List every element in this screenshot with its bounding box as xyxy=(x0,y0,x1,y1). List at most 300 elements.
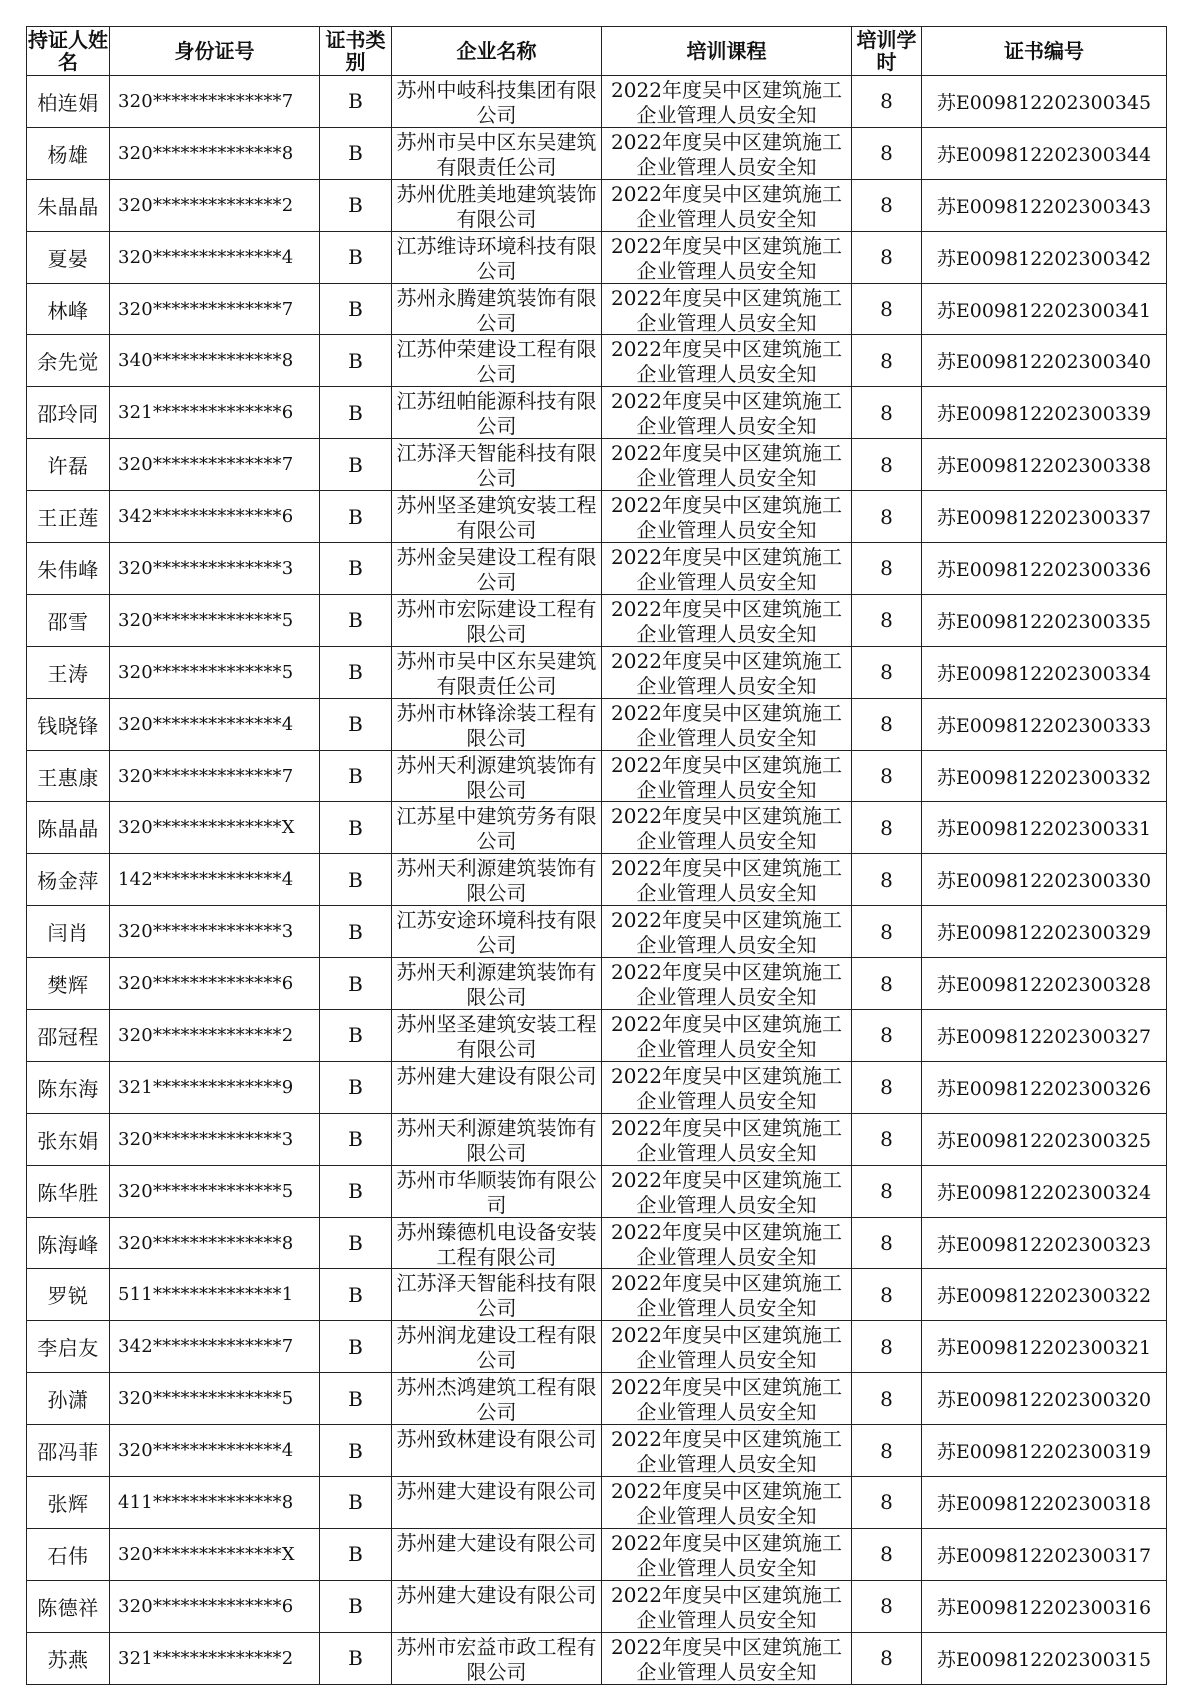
table-row xyxy=(27,335,1167,387)
holder-name-cell: 王惠康 xyxy=(27,750,110,802)
company-cell-text: 苏州市宏益市政工程有限公司 xyxy=(396,1634,597,1681)
company-cell-text: 江苏安途环境科技有限公司 xyxy=(396,908,597,955)
holder-name-cell: 陈晶晶 xyxy=(27,802,110,854)
course-cell-text: 2022年度吴中区建筑施工企业管理人员安全知 xyxy=(611,285,842,332)
id-number-cell: 321**************6 xyxy=(110,387,320,439)
table-row xyxy=(27,543,1167,595)
course-cell-text: 2022年度吴中区建筑施工企业管理人员安全知 xyxy=(611,1219,842,1266)
course-cell-text: 2022年度吴中区建筑施工企业管理人员安全知 xyxy=(611,78,842,124)
table-row xyxy=(27,1632,1167,1684)
company-cell xyxy=(392,1061,602,1113)
course-cell xyxy=(602,1477,852,1529)
hours-cell: 8 xyxy=(852,1373,922,1425)
cert-number-cell: 苏E009812202300315 xyxy=(922,1632,1167,1684)
company-cell xyxy=(392,491,602,543)
company-cell-text: 苏州中岐科技集团有限公司 xyxy=(396,78,597,124)
id-number-cell: 320**************6 xyxy=(110,958,320,1010)
holder-name-cell: 孙潇 xyxy=(27,1373,110,1425)
course-cell xyxy=(602,1321,852,1373)
course-cell-text: 2022年度吴中区建筑施工企业管理人员安全知 xyxy=(611,596,842,643)
company-cell xyxy=(392,1528,602,1580)
header-course: 培训课程 xyxy=(602,27,852,76)
cert-number-cell: 苏E009812202300325 xyxy=(922,1113,1167,1165)
id-number-cell: 320**************7 xyxy=(110,76,320,128)
company-cell xyxy=(392,1165,602,1217)
id-number-cell: 320**************3 xyxy=(110,543,320,595)
course-cell-text: 2022年度吴中区建筑施工企业管理人员安全知 xyxy=(611,1012,842,1059)
id-number-cell: 320**************5 xyxy=(110,646,320,698)
cert-type-cell: B xyxy=(320,335,392,387)
cert-number-cell: 苏E009812202300316 xyxy=(922,1580,1167,1632)
company-cell xyxy=(392,543,602,595)
cert-number-cell: 苏E009812202300342 xyxy=(922,231,1167,283)
course-cell xyxy=(602,335,852,387)
hours-cell: 8 xyxy=(852,1269,922,1321)
company-cell xyxy=(392,854,602,906)
hours-cell: 8 xyxy=(852,439,922,491)
table-row xyxy=(27,231,1167,283)
company-cell xyxy=(392,646,602,698)
course-cell xyxy=(602,283,852,335)
hours-cell: 8 xyxy=(852,854,922,906)
course-cell xyxy=(602,1580,852,1632)
id-number-cell: 340**************8 xyxy=(110,335,320,387)
course-cell xyxy=(602,76,852,128)
id-number-cell: 320**************6 xyxy=(110,1580,320,1632)
company-cell xyxy=(392,1217,602,1269)
table-row xyxy=(27,854,1167,906)
holder-name-cell: 夏晏 xyxy=(27,231,110,283)
holder-name-cell: 朱伟峰 xyxy=(27,543,110,595)
cert-number-cell: 苏E009812202300322 xyxy=(922,1269,1167,1321)
course-cell-text: 2022年度吴中区建筑施工企业管理人员安全知 xyxy=(611,389,842,436)
company-cell xyxy=(392,906,602,958)
course-cell-text: 2022年度吴中区建筑施工企业管理人员安全知 xyxy=(611,1167,842,1214)
course-cell-text: 2022年度吴中区建筑施工企业管理人员安全知 xyxy=(611,648,842,695)
hours-cell: 8 xyxy=(852,1010,922,1062)
course-cell-text: 2022年度吴中区建筑施工企业管理人员安全知 xyxy=(611,1323,842,1370)
table-row xyxy=(27,127,1167,179)
table-row xyxy=(27,958,1167,1010)
company-cell-text: 苏州建大建设有限公司 xyxy=(396,1582,597,1607)
company-cell xyxy=(392,1113,602,1165)
holder-name-cell: 王正莲 xyxy=(27,491,110,543)
table-row xyxy=(27,1269,1167,1321)
company-cell xyxy=(392,1269,602,1321)
company-cell-text: 苏州市吴中区东吴建筑有限责任公司 xyxy=(396,129,597,176)
cert-type-cell: B xyxy=(320,1113,392,1165)
company-cell xyxy=(392,1425,602,1477)
company-cell xyxy=(392,335,602,387)
hours-cell: 8 xyxy=(852,1477,922,1529)
hours-cell: 8 xyxy=(852,335,922,387)
hours-cell: 8 xyxy=(852,1528,922,1580)
course-cell-text: 2022年度吴中区建筑施工企业管理人员安全知 xyxy=(611,129,842,176)
course-cell-text: 2022年度吴中区建筑施工企业管理人员安全知 xyxy=(611,700,842,747)
holder-name-cell: 柏连娟 xyxy=(27,76,110,128)
holder-name-cell: 陈华胜 xyxy=(27,1165,110,1217)
cert-type-cell: B xyxy=(320,698,392,750)
hours-cell: 8 xyxy=(852,802,922,854)
course-cell xyxy=(602,1632,852,1684)
holder-name-cell: 张辉 xyxy=(27,1477,110,1529)
company-cell-text: 苏州润龙建设工程有限公司 xyxy=(396,1323,597,1370)
cert-number-cell: 苏E009812202300334 xyxy=(922,646,1167,698)
company-cell-text: 江苏维诗环境科技有限公司 xyxy=(396,233,597,280)
company-cell-text: 苏州建大建设有限公司 xyxy=(396,1530,597,1555)
holder-name-cell: 樊辉 xyxy=(27,958,110,1010)
cert-number-cell: 苏E009812202300333 xyxy=(922,698,1167,750)
cert-number-cell: 苏E009812202300337 xyxy=(922,491,1167,543)
holder-name-cell: 苏燕 xyxy=(27,1632,110,1684)
course-cell-text: 2022年度吴中区建筑施工企业管理人员安全知 xyxy=(611,1271,842,1318)
course-cell xyxy=(602,958,852,1010)
id-number-cell: 320**************7 xyxy=(110,283,320,335)
course-cell xyxy=(602,1217,852,1269)
holder-name-cell: 闫肖 xyxy=(27,906,110,958)
cert-type-cell: B xyxy=(320,1010,392,1062)
cert-type-cell: B xyxy=(320,439,392,491)
course-cell-text: 2022年度吴中区建筑施工企业管理人员安全知 xyxy=(611,752,842,799)
table-row xyxy=(27,1217,1167,1269)
cert-type-cell: B xyxy=(320,543,392,595)
course-cell xyxy=(602,802,852,854)
id-number-cell: 321**************2 xyxy=(110,1632,320,1684)
cert-number-cell: 苏E009812202300329 xyxy=(922,906,1167,958)
company-cell xyxy=(392,231,602,283)
course-cell-text: 2022年度吴中区建筑施工企业管理人员安全知 xyxy=(611,1582,842,1629)
cert-number-cell: 苏E009812202300328 xyxy=(922,958,1167,1010)
hours-cell: 8 xyxy=(852,1425,922,1477)
company-cell-text: 苏州金吴建设工程有限公司 xyxy=(396,545,597,592)
cert-number-cell: 苏E009812202300345 xyxy=(922,76,1167,128)
table-row xyxy=(27,387,1167,439)
certificate-list xyxy=(26,26,1166,1685)
hours-cell: 8 xyxy=(852,750,922,802)
cert-number-cell: 苏E009812202300318 xyxy=(922,1477,1167,1529)
hours-cell: 8 xyxy=(852,1632,922,1684)
course-cell xyxy=(602,1010,852,1062)
table-row xyxy=(27,179,1167,231)
id-number-cell: 320**************4 xyxy=(110,698,320,750)
cert-number-cell: 苏E009812202300332 xyxy=(922,750,1167,802)
header-cert-type: 证书类别 xyxy=(320,27,392,76)
id-number-cell: 320**************7 xyxy=(110,750,320,802)
cert-type-cell: B xyxy=(320,491,392,543)
company-cell-text: 苏州市华顺装饰有限公司 xyxy=(396,1167,597,1214)
company-cell xyxy=(392,594,602,646)
hours-cell: 8 xyxy=(852,491,922,543)
id-number-cell: 411**************8 xyxy=(110,1477,320,1529)
course-cell-text: 2022年度吴中区建筑施工企业管理人员安全知 xyxy=(611,1479,842,1526)
company-cell-text: 苏州建大建设有限公司 xyxy=(396,1479,597,1504)
course-cell-text: 2022年度吴中区建筑施工企业管理人员安全知 xyxy=(611,545,842,592)
table-row xyxy=(27,1528,1167,1580)
table-body xyxy=(27,76,1167,1685)
header-company: 企业名称 xyxy=(392,27,602,76)
cert-type-cell: B xyxy=(320,283,392,335)
holder-name-cell: 邵冠程 xyxy=(27,1010,110,1062)
company-cell-text: 苏州坚圣建筑安装工程有限公司 xyxy=(396,1012,597,1059)
cert-type-cell: B xyxy=(320,1528,392,1580)
id-number-cell: 320**************8 xyxy=(110,1217,320,1269)
course-cell-text: 2022年度吴中区建筑施工企业管理人员安全知 xyxy=(611,1427,842,1474)
holder-name-cell: 邵雪 xyxy=(27,594,110,646)
course-cell xyxy=(602,1425,852,1477)
cert-type-cell: B xyxy=(320,1477,392,1529)
course-cell xyxy=(602,1373,852,1425)
id-number-cell: 320**************3 xyxy=(110,1113,320,1165)
hours-cell: 8 xyxy=(852,387,922,439)
course-cell xyxy=(602,906,852,958)
company-cell-text: 苏州杰鸿建筑工程有限公司 xyxy=(396,1375,597,1422)
company-cell-text: 苏州永腾建筑装饰有限公司 xyxy=(396,285,597,332)
company-cell-text: 苏州建大建设有限公司 xyxy=(396,1063,597,1088)
holder-name-cell: 王涛 xyxy=(27,646,110,698)
course-cell-text: 2022年度吴中区建筑施工企业管理人员安全知 xyxy=(611,1530,842,1577)
company-cell-text: 江苏星中建筑劳务有限公司 xyxy=(396,804,597,851)
cert-number-cell: 苏E009812202300327 xyxy=(922,1010,1167,1062)
course-cell xyxy=(602,1061,852,1113)
id-number-cell: 320**************X xyxy=(110,802,320,854)
table-row xyxy=(27,698,1167,750)
hours-cell: 8 xyxy=(852,594,922,646)
cert-number-cell: 苏E009812202300344 xyxy=(922,127,1167,179)
course-cell-text: 2022年度吴中区建筑施工企业管理人员安全知 xyxy=(611,960,842,1007)
cert-number-cell: 苏E009812202300339 xyxy=(922,387,1167,439)
cert-type-cell: B xyxy=(320,594,392,646)
id-number-cell: 320**************7 xyxy=(110,439,320,491)
cert-type-cell: B xyxy=(320,76,392,128)
cert-number-cell: 苏E009812202300340 xyxy=(922,335,1167,387)
cert-number-cell: 苏E009812202300330 xyxy=(922,854,1167,906)
company-cell-text: 苏州致林建设有限公司 xyxy=(396,1427,597,1452)
course-cell xyxy=(602,439,852,491)
holder-name-cell: 邵玲同 xyxy=(27,387,110,439)
id-number-cell: 320**************5 xyxy=(110,1165,320,1217)
cert-number-cell: 苏E009812202300320 xyxy=(922,1373,1167,1425)
id-number-cell: 320**************5 xyxy=(110,594,320,646)
id-number-cell: 320**************X xyxy=(110,1528,320,1580)
holder-name-cell: 朱晶晶 xyxy=(27,179,110,231)
hours-cell: 8 xyxy=(852,1321,922,1373)
company-cell-text: 苏州市林锋涂装工程有限公司 xyxy=(396,700,597,747)
table-row xyxy=(27,1061,1167,1113)
course-cell xyxy=(602,387,852,439)
course-cell xyxy=(602,543,852,595)
cert-type-cell: B xyxy=(320,1061,392,1113)
id-number-cell: 320**************4 xyxy=(110,1425,320,1477)
company-cell-text: 苏州天利源建筑装饰有限公司 xyxy=(396,960,597,1007)
course-cell-text: 2022年度吴中区建筑施工企业管理人员安全知 xyxy=(611,233,842,280)
table-row xyxy=(27,1425,1167,1477)
table-row xyxy=(27,750,1167,802)
id-number-cell: 320**************2 xyxy=(110,1010,320,1062)
hours-cell: 8 xyxy=(852,1580,922,1632)
company-cell xyxy=(392,750,602,802)
id-number-cell: 320**************2 xyxy=(110,179,320,231)
company-cell xyxy=(392,439,602,491)
hours-cell: 8 xyxy=(852,231,922,283)
course-cell xyxy=(602,127,852,179)
table-row xyxy=(27,1580,1167,1632)
company-cell xyxy=(392,387,602,439)
holder-name-cell: 石伟 xyxy=(27,1528,110,1580)
holder-name-cell: 余先觉 xyxy=(27,335,110,387)
course-cell-text: 2022年度吴中区建筑施工企业管理人员安全知 xyxy=(611,1634,842,1681)
company-cell xyxy=(392,802,602,854)
holder-name-cell: 张东娟 xyxy=(27,1113,110,1165)
cert-number-cell: 苏E009812202300317 xyxy=(922,1528,1167,1580)
company-cell xyxy=(392,283,602,335)
table-row xyxy=(27,802,1167,854)
company-cell-text: 苏州市宏际建设工程有限公司 xyxy=(396,596,597,643)
course-cell-text: 2022年度吴中区建筑施工企业管理人员安全知 xyxy=(611,337,842,384)
id-number-cell: 320**************4 xyxy=(110,231,320,283)
hours-cell: 8 xyxy=(852,1217,922,1269)
cert-type-cell: B xyxy=(320,854,392,906)
course-cell-text: 2022年度吴中区建筑施工企业管理人员安全知 xyxy=(611,804,842,851)
cert-number-cell: 苏E009812202300343 xyxy=(922,179,1167,231)
holder-name-cell: 林峰 xyxy=(27,283,110,335)
cert-type-cell: B xyxy=(320,127,392,179)
table-row xyxy=(27,1113,1167,1165)
hours-cell: 8 xyxy=(852,646,922,698)
holder-name-cell: 陈德祥 xyxy=(27,1580,110,1632)
id-number-cell: 320**************3 xyxy=(110,906,320,958)
cert-type-cell: B xyxy=(320,1580,392,1632)
holder-name-cell: 罗锐 xyxy=(27,1269,110,1321)
table-row xyxy=(27,439,1167,491)
cert-number-cell: 苏E009812202300319 xyxy=(922,1425,1167,1477)
hours-cell: 8 xyxy=(852,179,922,231)
company-cell-text: 苏州市吴中区东吴建筑有限责任公司 xyxy=(396,648,597,695)
table-row xyxy=(27,1373,1167,1425)
course-cell xyxy=(602,231,852,283)
header-row xyxy=(27,27,1167,76)
hours-cell: 8 xyxy=(852,127,922,179)
company-cell xyxy=(392,1321,602,1373)
company-cell xyxy=(392,76,602,128)
course-cell xyxy=(602,1113,852,1165)
cert-number-cell: 苏E009812202300338 xyxy=(922,439,1167,491)
course-cell-text: 2022年度吴中区建筑施工企业管理人员安全知 xyxy=(611,1063,842,1110)
company-cell-text: 苏州天利源建筑装饰有限公司 xyxy=(396,1115,597,1162)
company-cell-text: 苏州臻德机电设备安装工程有限公司 xyxy=(396,1219,597,1266)
company-cell xyxy=(392,958,602,1010)
cert-type-cell: B xyxy=(320,231,392,283)
id-number-cell: 142**************4 xyxy=(110,854,320,906)
id-number-cell: 342**************6 xyxy=(110,491,320,543)
course-cell xyxy=(602,750,852,802)
table-row xyxy=(27,906,1167,958)
hours-cell: 8 xyxy=(852,76,922,128)
course-cell-text: 2022年度吴中区建筑施工企业管理人员安全知 xyxy=(611,441,842,488)
course-cell-text: 2022年度吴中区建筑施工企业管理人员安全知 xyxy=(611,1375,842,1422)
hours-cell: 8 xyxy=(852,1061,922,1113)
company-cell-text: 江苏泽天智能科技有限公司 xyxy=(396,441,597,488)
holder-name-cell: 杨雄 xyxy=(27,127,110,179)
course-cell xyxy=(602,698,852,750)
company-cell-text: 江苏仲荣建设工程有限公司 xyxy=(396,337,597,384)
cert-type-cell: B xyxy=(320,802,392,854)
company-cell xyxy=(392,1632,602,1684)
cert-number-cell: 苏E009812202300331 xyxy=(922,802,1167,854)
cert-type-cell: B xyxy=(320,646,392,698)
cert-type-cell: B xyxy=(320,958,392,1010)
id-number-cell: 320**************5 xyxy=(110,1373,320,1425)
hours-cell: 8 xyxy=(852,543,922,595)
company-cell xyxy=(392,1373,602,1425)
table-row xyxy=(27,283,1167,335)
course-cell xyxy=(602,1269,852,1321)
table-row xyxy=(27,1010,1167,1062)
hours-cell: 8 xyxy=(852,1113,922,1165)
header-name: 持证人姓名 xyxy=(28,28,108,74)
course-cell-text: 2022年度吴中区建筑施工企业管理人员安全知 xyxy=(611,493,842,540)
cert-type-cell: B xyxy=(320,906,392,958)
company-cell xyxy=(392,1580,602,1632)
header-cert-no: 证书编号 xyxy=(922,27,1167,76)
holder-name-cell: 李启友 xyxy=(27,1321,110,1373)
company-cell-text: 苏州优胜美地建筑装饰有限公司 xyxy=(396,181,597,228)
company-cell xyxy=(392,698,602,750)
hours-cell: 8 xyxy=(852,958,922,1010)
cert-number-cell: 苏E009812202300341 xyxy=(922,283,1167,335)
holder-name-cell: 陈东海 xyxy=(27,1061,110,1113)
cert-type-cell: B xyxy=(320,1321,392,1373)
company-cell xyxy=(392,127,602,179)
cert-number-cell: 苏E009812202300321 xyxy=(922,1321,1167,1373)
cert-type-cell: B xyxy=(320,1425,392,1477)
cert-number-cell: 苏E009812202300323 xyxy=(922,1217,1167,1269)
header-hours: 培训学时 xyxy=(852,27,922,76)
table-row xyxy=(27,1477,1167,1529)
table-row xyxy=(27,1165,1167,1217)
cert-type-cell: B xyxy=(320,1165,392,1217)
cert-number-cell: 苏E009812202300326 xyxy=(922,1061,1167,1113)
table-row xyxy=(27,646,1167,698)
course-cell xyxy=(602,646,852,698)
hours-cell: 8 xyxy=(852,283,922,335)
id-number-cell: 320**************8 xyxy=(110,127,320,179)
course-cell xyxy=(602,491,852,543)
course-cell xyxy=(602,594,852,646)
company-cell-text: 苏州坚圣建筑安装工程有限公司 xyxy=(396,493,597,540)
course-cell-text: 2022年度吴中区建筑施工企业管理人员安全知 xyxy=(611,908,842,955)
company-cell-text: 江苏泽天智能科技有限公司 xyxy=(396,1271,597,1318)
company-cell-text: 苏州天利源建筑装饰有限公司 xyxy=(396,856,597,903)
company-cell-text: 苏州天利源建筑装饰有限公司 xyxy=(396,752,597,799)
holder-name-cell: 许磊 xyxy=(27,439,110,491)
cert-type-cell: B xyxy=(320,387,392,439)
holder-name-cell: 陈海峰 xyxy=(27,1217,110,1269)
hours-cell: 8 xyxy=(852,698,922,750)
cert-type-cell: B xyxy=(320,1269,392,1321)
cert-type-cell: B xyxy=(320,1632,392,1684)
course-cell xyxy=(602,1165,852,1217)
holder-name-cell: 钱晓锋 xyxy=(27,698,110,750)
hours-cell: 8 xyxy=(852,906,922,958)
course-cell-text: 2022年度吴中区建筑施工企业管理人员安全知 xyxy=(611,181,842,228)
company-cell xyxy=(392,1010,602,1062)
table-row xyxy=(27,491,1167,543)
cert-number-cell: 苏E009812202300324 xyxy=(922,1165,1167,1217)
cert-number-cell: 苏E009812202300336 xyxy=(922,543,1167,595)
holder-name-cell: 杨金萍 xyxy=(27,854,110,906)
cert-number-cell: 苏E009812202300335 xyxy=(922,594,1167,646)
holder-name-cell: 邵冯菲 xyxy=(27,1425,110,1477)
